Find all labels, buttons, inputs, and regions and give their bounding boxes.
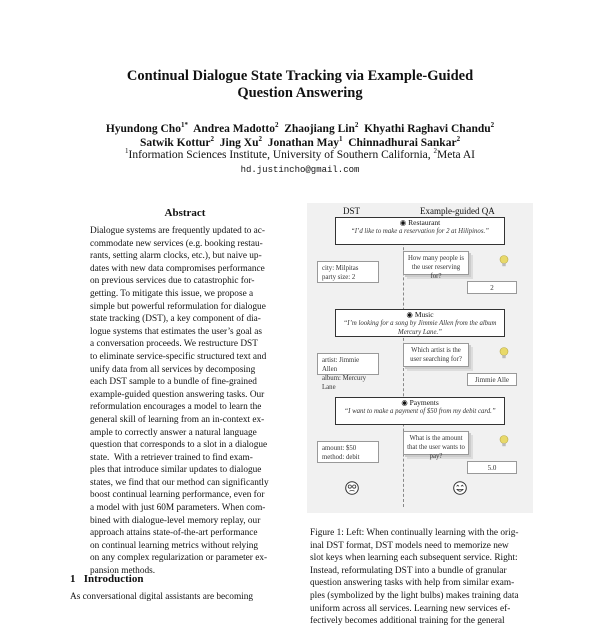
intro-first-line: As conversational digital assistants are becoming <box>70 592 254 602</box>
qa-answer-box: 5.0 <box>467 461 517 474</box>
affiliation-text: Information Sciences Institute, University of Southern California, <box>128 148 434 161</box>
abstract-line: pansion methods. <box>90 566 156 577</box>
caption-line: fectively becomes additional training for the general <box>310 616 505 627</box>
figure-caption <box>310 527 532 628</box>
worried-face-icon <box>345 481 359 500</box>
abstract-line: unify data from all services by decomposing <box>90 364 256 375</box>
abstract-line: rants, setting alarm clocks, etc.), but naive up- <box>90 251 262 262</box>
paper-title-line-2: Question Answering <box>237 85 363 101</box>
caption-line: ples (symbolized by the light bulbs) makes training data <box>310 590 519 601</box>
section-number: 1 <box>70 573 76 585</box>
qa-answer-box: 2 <box>467 281 517 294</box>
author-sup: 2 <box>258 135 262 143</box>
dst-slot: artist: Jimmie Allen <box>322 357 360 373</box>
service-utterance: “I’m looking for a song by Jimmie Allen from the album Mercury Lane.” <box>343 320 497 336</box>
author-name: Zhaojiang Lin <box>284 122 355 135</box>
service-name <box>336 398 504 407</box>
dst-slot: album: Mercury Lane <box>322 375 366 391</box>
service-utterance-box <box>335 309 505 337</box>
author-name: Jonathan May <box>267 136 339 149</box>
author-sup: 2 <box>274 121 279 129</box>
abstract-line: general skill of learning from an in-context ex- <box>90 414 265 425</box>
abstract-line: state. With a retriever trained to find exam- <box>90 452 253 463</box>
happy-face-icon <box>453 481 467 500</box>
service-name-label: Restaurant <box>408 218 441 227</box>
abstract-line: state tracking (DST), a key component of dia- <box>90 314 261 325</box>
service-icon: ◉ <box>406 310 413 319</box>
light-bulb-icon <box>499 346 509 364</box>
abstract-line: question that corresponds to a slot in a dialogue <box>90 440 268 451</box>
abstract-line: each DST sample to a bundle of fine-grained <box>90 377 257 388</box>
abstract-line: reformulation encourages a model to learn the <box>90 402 262 413</box>
caption-line: Figure 1: Left: When continually learning with the orig- <box>310 528 519 538</box>
abstract-line: dates with new data compromises performance <box>90 263 265 274</box>
light-bulb-icon <box>499 254 509 272</box>
service-icon: ◉ <box>399 218 407 227</box>
abstract-line: boost continual learning performance, even for <box>90 490 265 501</box>
abstract-line: a conversation proceeds. We restructure DST <box>90 339 258 350</box>
service-utterance: “I want to make a payment of $50 from my debit card.” <box>344 408 496 415</box>
abstract-line: bined with dialogue-level memory replay, our <box>90 515 261 526</box>
author-sup: 2 <box>456 135 461 143</box>
caption-line: inal DST format, DST models need to memorize new <box>310 540 509 551</box>
abstract-line: to eliminate service-specific structured text and <box>90 351 267 362</box>
caption-line: slot keys when learning each subsequent service. Right: <box>310 553 518 564</box>
author-name: Khyathi Raghavi Chandu <box>364 122 491 135</box>
service-icon: ◉ <box>401 398 408 407</box>
abstract-line: on previous services due to catastrophic for- <box>90 276 255 287</box>
figure-1 <box>307 203 533 513</box>
abstract-line: example-guided question answering tasks. Our <box>90 389 265 400</box>
abstract-line: getting. To mitigate this issue, we propose a <box>90 288 254 299</box>
service-name-label: Music <box>414 310 434 319</box>
abstract-line: a model with just 60M parameters. When com- <box>90 503 266 514</box>
author-sup: 1* <box>180 121 188 129</box>
abstract-line: ample to correctly answer a natural language <box>90 427 257 438</box>
qa-answer-box: Jimmie Alle <box>467 373 517 386</box>
dst-state-box <box>317 353 379 391</box>
author-name: Chinnadhurai Sankar <box>348 136 457 149</box>
dst-state-box <box>317 441 379 463</box>
abstract-line: on continual learning metrics without relying <box>90 540 259 551</box>
abstract-line: simple but powerful reformulation for dialogue <box>90 301 266 312</box>
section-title: Introduction <box>83 573 144 585</box>
author-sup: 2 <box>490 121 495 129</box>
author-name: Hyundong Cho <box>105 122 181 135</box>
abstract-line: approach attains state-of-the-art performance <box>90 528 258 539</box>
affiliation-text: Meta AI <box>437 148 476 161</box>
author-name: Jing Xu <box>219 136 259 149</box>
service-name-label: Payments <box>409 398 439 407</box>
author-name: Andrea Madotto <box>193 122 275 135</box>
section-heading <box>70 573 143 585</box>
qa-question-card: What is the amount that the user wants to pay? <box>403 431 469 455</box>
author-sup: 1 <box>338 135 343 143</box>
service-utterance: “I’d like to make a reservation for 2 at Hilipinos.” <box>351 228 489 235</box>
qa-question-card: How many people is the user reserving for? <box>403 251 469 275</box>
affiliation <box>0 147 600 161</box>
abstract-line: Dialogue systems are frequently updated to ac- <box>90 226 266 236</box>
service-utterance-box <box>335 217 505 245</box>
dst-slot: method: debit <box>322 454 360 461</box>
abstract-line: logue systems that estimates the user’s goal as <box>90 326 263 337</box>
abstract-line: on any complex regularization or parameter ex- <box>90 553 268 564</box>
figure-column-qa: Example-guided QA <box>420 206 495 216</box>
service-name <box>336 310 504 319</box>
author-sup: 2 <box>210 135 215 143</box>
dst-slot: city: Milpitas <box>322 265 359 272</box>
affiliation-sup: 2 <box>433 147 437 155</box>
caption-line: Instead, reformulating DST into a bundle of granular <box>310 565 507 576</box>
caption-line: uniform across all services. Learning new services ef- <box>310 603 511 614</box>
light-bulb-icon <box>499 434 509 452</box>
author-sup: 2 <box>354 121 359 129</box>
service-utterance-box <box>335 397 505 425</box>
abstract-line: ples that introduce similar updates to dialogue <box>90 465 262 476</box>
dst-slot: party size: 2 <box>322 274 356 281</box>
author-name: Satwik Kottur <box>139 136 211 149</box>
dst-state-box <box>317 261 379 283</box>
qa-question-card: Which artist is the user searching for? <box>403 343 469 367</box>
author-email[interactable]: hd.justincho@gmail.com <box>240 165 360 175</box>
service-name <box>336 218 504 227</box>
caption-line: question answering tasks with help from similar exam- <box>310 578 515 589</box>
abstract-heading: Abstract <box>164 207 206 219</box>
affiliation-sup: 1 <box>124 147 129 155</box>
abstract-line: commodate new services (e.g. booking restau- <box>90 238 263 249</box>
abstract-line: states, we find that our method can significantly <box>90 477 269 488</box>
figure-column-dst: DST <box>343 206 361 216</box>
paper-title-line-1: Continual Dialogue State Tracking via Example-Guided <box>126 68 474 84</box>
dst-slot: amount: $50 <box>322 445 357 452</box>
abstract-body <box>90 225 290 578</box>
